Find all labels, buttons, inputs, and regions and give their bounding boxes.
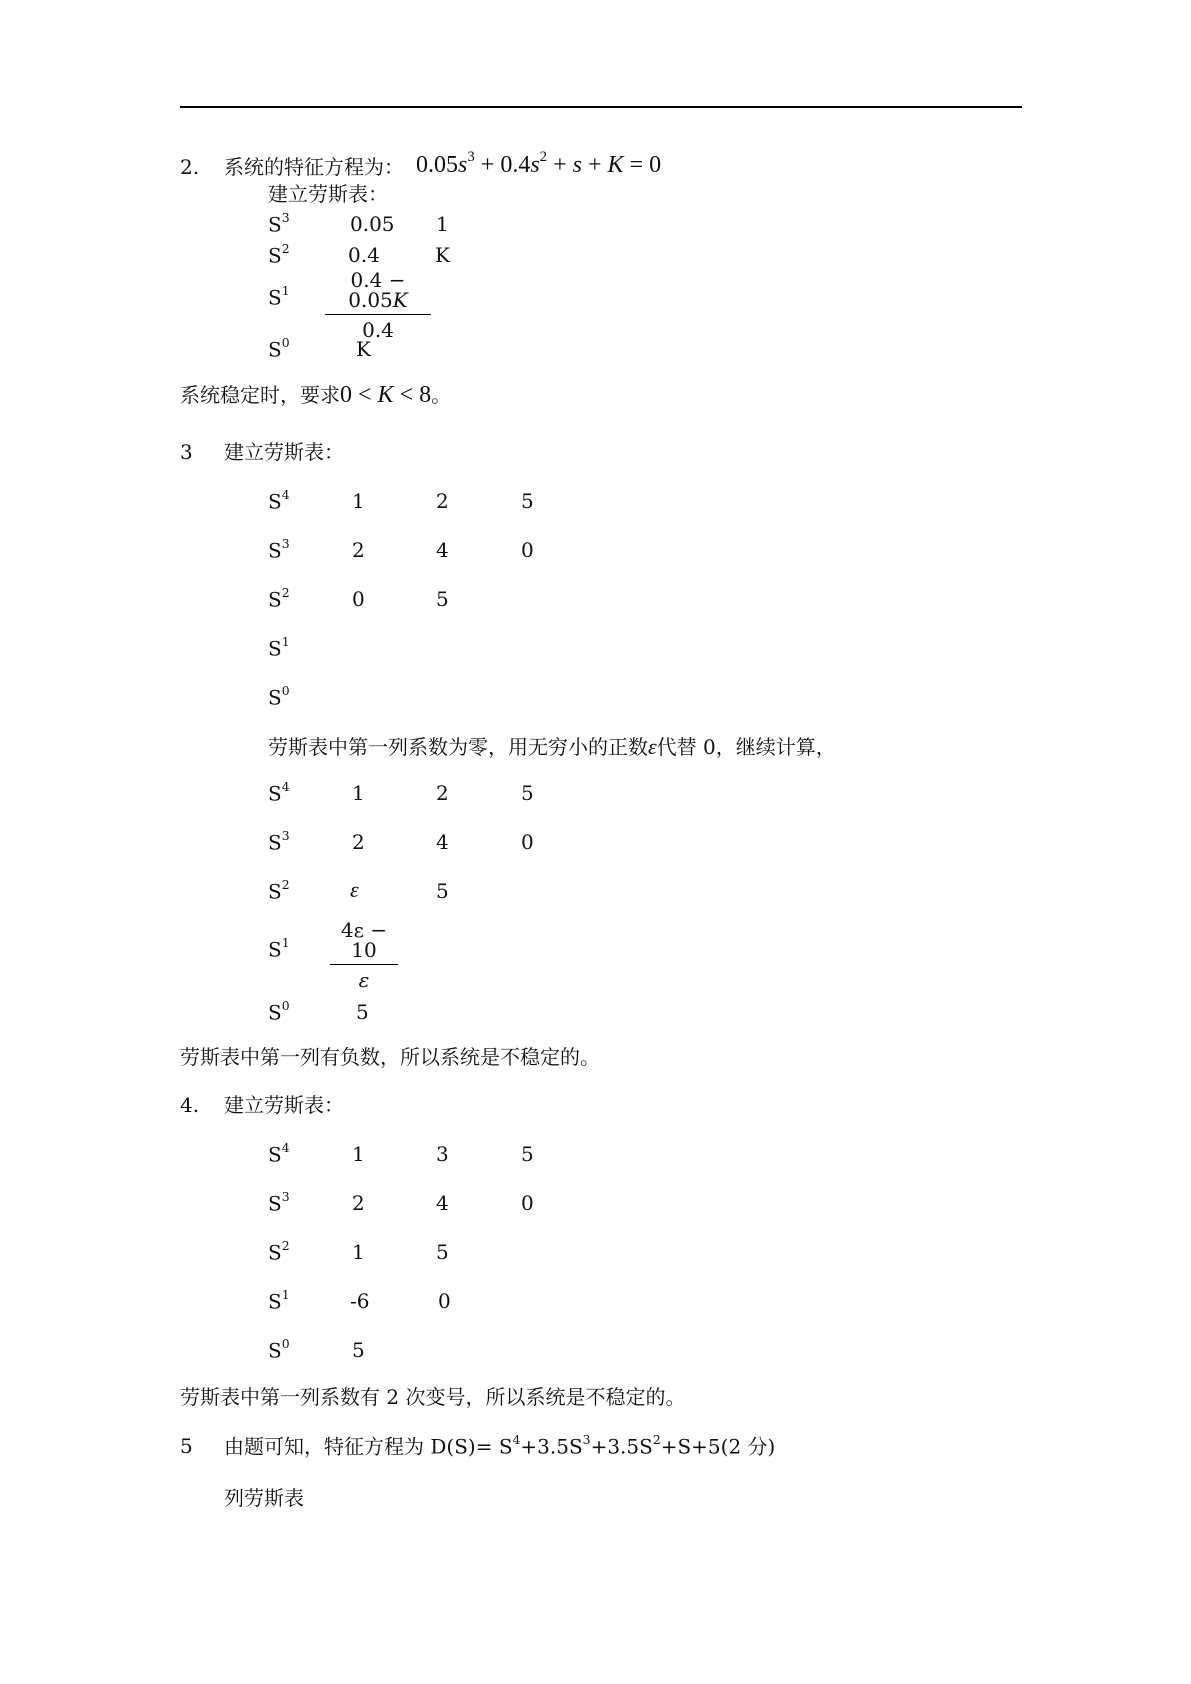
routh-row-label: $S^0$ — [268, 335, 290, 362]
routh-row-label: $S^3$ — [268, 828, 290, 855]
routh-cell: 5 — [436, 1240, 449, 1264]
routh-cell: 1 — [352, 1142, 365, 1166]
routh-row-label: $S^2$ — [268, 877, 290, 904]
routh-row-label: $S^0$ — [268, 683, 290, 710]
routh-cell: 4 — [436, 1191, 449, 1215]
routh-row-label: $S^3$ — [268, 536, 290, 563]
routh-cell: 1 — [436, 212, 449, 236]
q2-build-table: 建立劳斯表： — [268, 182, 388, 206]
routh-cell: 0 — [521, 538, 534, 562]
routh-row-label: $S^0$ — [268, 1336, 290, 1363]
routh-cell: ε — [350, 877, 359, 902]
q5-number: 5 — [180, 1434, 193, 1458]
routh-cell: 4 — [436, 538, 449, 562]
routh-row-label: $S^3$ — [268, 1189, 290, 1216]
routh-cell: 5 — [521, 781, 534, 805]
q3-conclusion: 劳斯表中第一列有负数，所以系统是不稳定的。 — [180, 1045, 600, 1069]
routh-row-label: $S^2$ — [268, 585, 290, 612]
routh-row-label: $S^2$ — [268, 241, 290, 268]
routh-fraction: 0.4 − 0.05K 0.4 — [325, 270, 431, 340]
routh-row-label: $S^1$ — [268, 935, 290, 962]
q4-conclusion: 劳斯表中第一列系数有 2 次变号，所以系统是不稳定的。 — [180, 1385, 686, 1409]
q5-list-table: 列劳斯表 — [224, 1486, 304, 1510]
routh-row-label: $S^3$ — [268, 210, 290, 237]
routh-cell: 1 — [352, 781, 365, 805]
q2-characteristic-equation: $0.05s^3 + 0.4s^2 + s + K = 0$ — [416, 148, 662, 178]
routh-cell: 0.05 — [350, 212, 395, 236]
routh-cell: 5 — [436, 587, 449, 611]
routh-cell: 5 — [521, 1142, 534, 1166]
routh-cell: 5 — [521, 489, 534, 513]
routh-cell: 0 — [438, 1289, 451, 1313]
routh-row-label: $S^1$ — [268, 283, 290, 310]
q3-number: 3 — [180, 440, 193, 464]
header-rule — [180, 106, 1022, 108]
routh-row-label: $S^1$ — [268, 1287, 290, 1314]
q2-number: 2. — [180, 155, 200, 179]
q5-text: 由题可知，特征方程为 $D(S)= S^4+3.5S^3+3.5S^2+S+5(2$ 分) — [224, 1432, 776, 1459]
routh-cell: 5 — [436, 879, 449, 903]
routh-cell: 4 — [436, 830, 449, 854]
routh-cell: 0.4 — [348, 243, 380, 267]
routh-cell: 3 — [436, 1142, 449, 1166]
routh-cell: 2 — [352, 538, 365, 562]
routh-cell: 5 — [352, 1338, 365, 1362]
routh-cell: 2 — [436, 489, 449, 513]
q2-text: 系统的特征方程为： — [224, 155, 404, 179]
routh-cell: 0 — [521, 1191, 534, 1215]
routh-fraction: 4ε − 10 ε — [330, 920, 398, 990]
routh-row-label: $S^4$ — [268, 779, 290, 806]
routh-cell: K — [435, 243, 450, 267]
q4-number: 4. — [180, 1093, 200, 1117]
q3-build-table: 建立劳斯表： — [224, 440, 344, 464]
routh-cell: 0 — [352, 587, 365, 611]
routh-cell: 1 — [352, 1240, 365, 1264]
routh-cell: 1 — [352, 489, 365, 513]
q3-note: 劳斯表中第一列系数为零，用无穷小的正数ε代替 0，继续计算， — [268, 734, 836, 759]
routh-cell: -6 — [350, 1289, 370, 1313]
routh-cell: 0 — [521, 830, 534, 854]
routh-row-label: $S^4$ — [268, 487, 290, 514]
routh-row-label: $S^2$ — [268, 1238, 290, 1265]
routh-row-label: $S^1$ — [268, 634, 290, 661]
routh-cell: 2 — [436, 781, 449, 805]
routh-row-label: $S^0$ — [268, 998, 290, 1025]
routh-cell: K — [356, 337, 371, 361]
q2-conclusion: 系统稳定时，要求0 < K < 8。 — [180, 382, 452, 408]
routh-cell: 2 — [352, 1191, 365, 1215]
q4-build-table: 建立劳斯表： — [224, 1093, 344, 1117]
routh-row-label: $S^4$ — [268, 1140, 290, 1167]
routh-cell: 2 — [352, 830, 365, 854]
routh-cell: 5 — [356, 1000, 369, 1024]
